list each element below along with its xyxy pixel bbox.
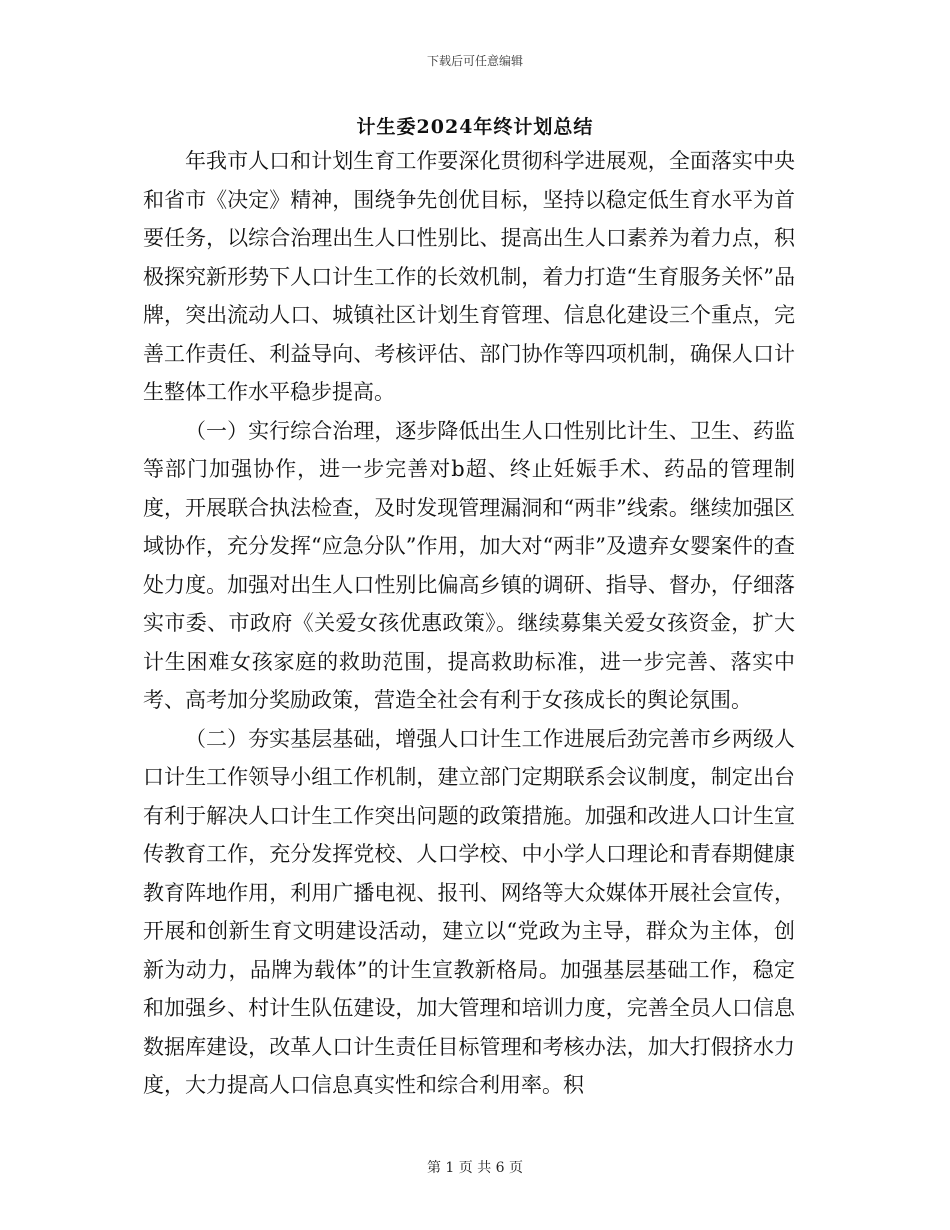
document-body	[143, 142, 795, 1105]
paragraph-section-1: （一）实行综合治理，逐步降低出生人口性别比计生、卫生、药监等部门加强协作，进一步完善对b超、终止妊娠手术、药品的管理制度，开展联合执法检查，及时发现管理漏洞和“两非”线索。继续加强区域协作，充分发挥“应急分队”作用，加大对“两非”及遗弃女婴案件的查处力度。加强对出生人口性别比偏高乡镇的调研、指导、督办，仔细落实市委、市政府《关爱女孩优惠政策》。继续募集关爱女孩资金，扩大计生困难女孩家庭的救助范围，提高救助标准，进一步完善、落实中考、高考加分奖励政策，营造全社会有利于女孩成长的舆论氛围。	[143, 418, 795, 712]
header-note: 下载后可任意编辑	[426, 54, 523, 68]
paragraph-intro: 年我市人口和计划生育工作要深化贯彻科学进展观，全面落实中央和省市《决定》精神，围绕争先创优目标，坚持以稳定低生育水平为首要任务，以综合治理出生人口性别比、提高出生人口素养为着力点，积极探究新形势下人口计生工作的长效机制，着力打造“生育服务关怀”品牌，突出流动人口、城镇社区计划生育管理、信息化建设三个重点，完善工作责任、利益导向、考核评估、部门协作等四项机制，确保人口计生整体工作水平稳步提高。	[143, 149, 795, 404]
document-title: 计生委2024年终计划总结	[356, 116, 594, 138]
paragraph-section-2: （二）夯实基层基础，增强人口计生工作进展后劲完善市乡两级人口计生工作领导小组工作机制，建立部门定期联系会议制度，制定出台有利于解决人口计生工作突出问题的政策措施。加强和改进人口计生宣传教育工作，充分发挥党校、人口学校、中小学人口理论和青春期健康教育阵地作用，利用广播电视、报刊、网络等大众媒体开展社会宣传，开展和创新生育文明建设活动，建立以“党政为主导，群众为主体，创新为动力，品牌为载体”的计生宣教新格局。加强基层基础工作，稳定和加强乡、村计生队伍建设，加大管理和培训力度，完善全员人口信息数据库建设，改革人口计生责任目标管理和考核办法，加大打假挤水力度，大力提高人口信息真实性和综合利用率。积	[143, 726, 795, 1097]
page-number: 第 1 页 共 6 页	[426, 1160, 524, 1176]
